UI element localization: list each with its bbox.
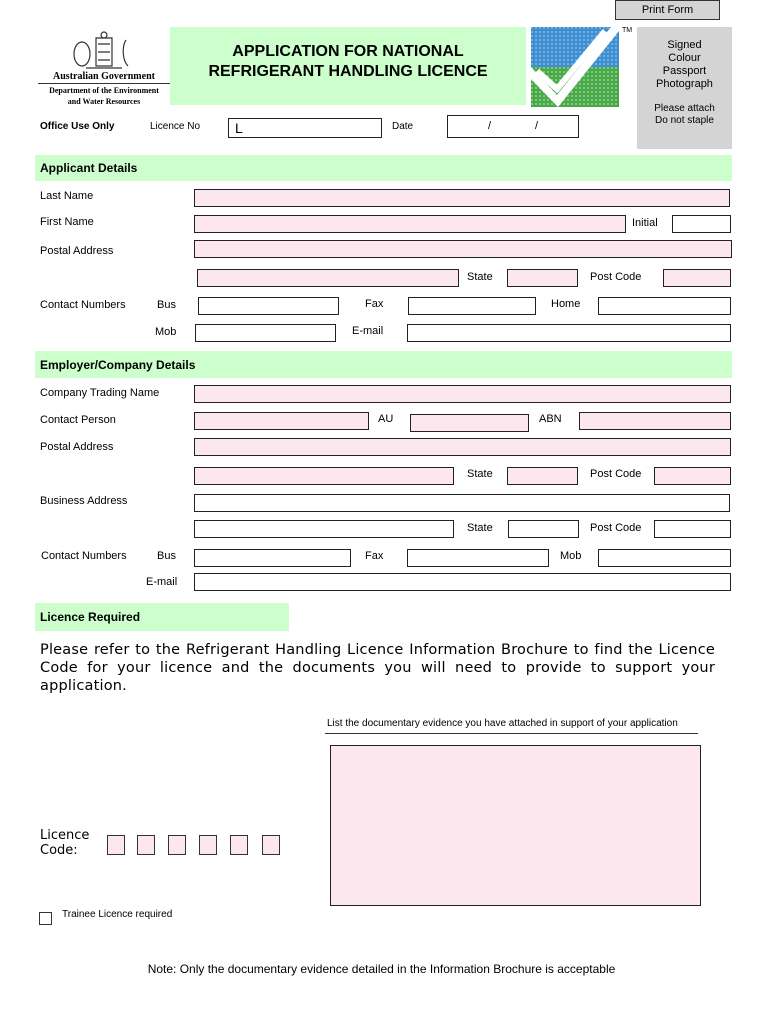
fax-field[interactable]	[408, 297, 536, 315]
employer-mobile-field[interactable]	[598, 549, 731, 567]
licence-code-box-1[interactable]	[107, 835, 125, 855]
form-title	[170, 42, 526, 82]
photo-line3: Passport	[662, 65, 707, 77]
australian-government-logo	[38, 30, 170, 110]
tick-icon	[531, 27, 619, 107]
employer-postal-address-label: Postal Address	[40, 441, 114, 453]
email-label: E-mail	[352, 325, 384, 337]
passport-photo-area	[637, 27, 732, 149]
photo-line4: Photograph	[656, 78, 713, 90]
date-separator-2: /	[535, 120, 539, 132]
licence-code-box-4[interactable]	[199, 835, 217, 855]
initial-field[interactable]	[672, 215, 731, 233]
first-name-label: First Name	[40, 216, 94, 228]
employer-post-code-label: Post Code	[590, 468, 642, 480]
abn-field[interactable]	[579, 412, 731, 430]
employer-fax-label: Fax	[365, 550, 384, 562]
mob-label: Mob	[155, 326, 177, 338]
company-trading-name-field[interactable]	[194, 385, 731, 403]
au-label: AU	[378, 413, 394, 425]
last-name-field[interactable]	[194, 189, 730, 207]
trainee-licence-checkbox[interactable]	[39, 912, 52, 925]
employer-email-field[interactable]	[194, 573, 731, 591]
licence-code-label	[40, 828, 89, 858]
trainee-licence-label: Trainee Licence required	[62, 909, 173, 920]
photo-line2: Colour	[668, 52, 701, 64]
form-title-line2: REFRIGERANT HANDLING LICENCE	[208, 63, 488, 80]
evidence-caption: List the documentary evidence you have attached in support of your application	[327, 718, 678, 729]
documentary-evidence-field[interactable]	[330, 745, 701, 906]
post-code-label: Post Code	[590, 271, 642, 283]
licence-required-heading: Licence Required	[35, 603, 289, 631]
business-address-field-1[interactable]	[194, 494, 730, 512]
state-label: State	[467, 271, 493, 283]
business-address-label: Business Address	[40, 495, 128, 507]
gov-dept-line1: Department of the Environment	[49, 86, 159, 95]
licence-code-label-line1: Licence	[40, 828, 90, 843]
date-field[interactable]	[447, 115, 579, 138]
licence-no-field[interactable]	[228, 118, 382, 138]
bus-phone-field[interactable]	[198, 297, 339, 315]
email-field[interactable]	[407, 324, 731, 342]
print-form-button[interactable]: Print Form	[615, 0, 720, 20]
employer-state-label: State	[467, 468, 493, 480]
trademark-label: TM	[622, 27, 633, 34]
employer-bus-label: Bus	[157, 550, 176, 562]
employer-fax-field[interactable]	[407, 549, 549, 567]
employer-post-code-field[interactable]	[654, 467, 731, 485]
contact-person-field[interactable]	[194, 412, 369, 430]
gov-dept-line2: and Water Resources	[67, 97, 141, 106]
date-separator-1: /	[488, 120, 492, 132]
employer-postal-address-field-2[interactable]	[194, 467, 454, 485]
postal-address-label: Postal Address	[40, 245, 114, 257]
tick-logo	[531, 27, 619, 107]
initial-label: Initial	[632, 217, 658, 229]
state-field[interactable]	[507, 269, 578, 287]
fax-label: Fax	[365, 298, 384, 310]
employer-details-heading: Employer/Company Details	[35, 351, 732, 378]
gov-name: Australian Government	[53, 71, 155, 82]
mobile-field[interactable]	[195, 324, 336, 342]
licence-no-label: Licence No	[150, 121, 201, 132]
employer-contact-numbers-label: Contact Numbers	[41, 550, 127, 562]
licence-code-box-5[interactable]	[230, 835, 248, 855]
licence-code-box-6[interactable]	[262, 835, 280, 855]
first-name-field[interactable]	[194, 215, 626, 233]
contact-numbers-label: Contact Numbers	[40, 299, 126, 311]
evidence-caption-underline	[325, 733, 698, 734]
business-address-field-2[interactable]	[194, 520, 454, 538]
photo-note1: Please attach	[654, 103, 715, 114]
licence-code-label-line2: Code:	[40, 843, 78, 858]
licence-instruction-text: Please refer to the Refrigerant Handling Licence Information Brochure to find the Licence Code for your licence and the documents you will need to provide to support your application.	[40, 642, 715, 694]
business-post-code-label: Post Code	[590, 522, 642, 534]
photo-line1: Signed	[667, 39, 702, 51]
applicant-details-heading: Applicant Details	[35, 155, 732, 181]
licence-code-box-2[interactable]	[137, 835, 155, 855]
employer-email-label: E-mail	[146, 576, 178, 588]
office-use-label: Office Use Only	[40, 121, 115, 132]
footer-note: Note: Only the documentary evidence detailed in the Information Brochure is acceptable	[147, 962, 616, 976]
employer-mob-label: Mob	[560, 550, 582, 562]
postal-address-field-1[interactable]	[194, 240, 732, 258]
employer-state-field[interactable]	[507, 467, 578, 485]
licence-code-box-3[interactable]	[168, 835, 186, 855]
au-field[interactable]	[410, 414, 529, 432]
last-name-label: Last Name	[40, 190, 94, 202]
postal-address-field-2[interactable]	[197, 269, 459, 287]
business-state-label: State	[467, 522, 493, 534]
post-code-field[interactable]	[663, 269, 731, 287]
licence-no-value: L	[235, 120, 243, 136]
form-title-line1: APPLICATION FOR NATIONAL	[232, 43, 464, 60]
contact-person-label: Contact Person	[40, 414, 116, 426]
home-phone-field[interactable]	[598, 297, 731, 315]
date-label: Date	[392, 121, 414, 132]
abn-label: ABN	[539, 413, 562, 425]
business-state-field[interactable]	[508, 520, 579, 538]
home-label: Home	[551, 298, 581, 310]
company-trading-name-label: Company Trading Name	[40, 387, 160, 399]
employer-bus-phone-field[interactable]	[194, 549, 351, 567]
bus-label: Bus	[157, 299, 176, 311]
photo-note2: Do not staple	[655, 115, 714, 126]
employer-postal-address-field-1[interactable]	[194, 438, 731, 456]
coat-of-arms-icon	[38, 30, 170, 72]
business-post-code-field[interactable]	[654, 520, 731, 538]
